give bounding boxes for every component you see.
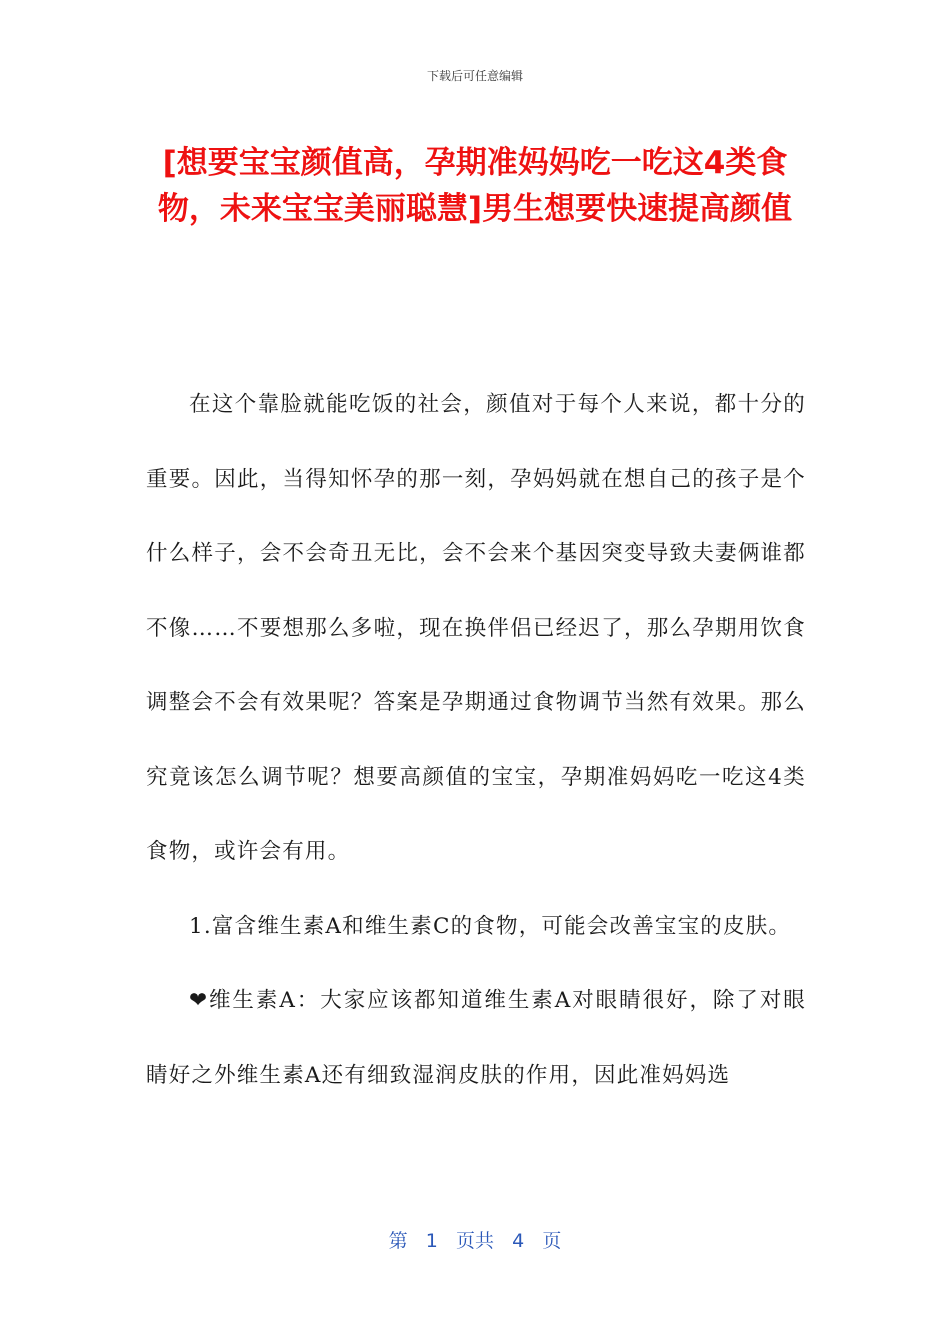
footer-page-suffix: 页 (542, 1230, 562, 1252)
footer-total-pages: 4 (512, 1230, 525, 1252)
paragraph-intro: 在这个靠脸就能吃饭的社会，颜值对于每个人来说，都十分的重要。因此，当得知怀孕的那一刻，孕妈妈就在想自己的孩子是个什么样子，会不会奇丑无比，会不会来个基因突变导致夫妻俩谁都不像……不要想那么多啦，现在换伴侣已经迟了，那么孕期用饮食调整会不会有效果呢？答案是孕期通过食物调节当然有效果。那么究竟该怎么调节呢？想要高颜值的宝宝，孕期准妈妈吃一吃这4类食物，或许会有用。 (146, 392, 806, 864)
page-footer (0, 1226, 950, 1253)
paragraph-vitamin-a: ❤维生素A：大家应该都知道维生素A对眼睛很好，除了对眼睛好之外维生素A还有细致湿润皮肤的作用，因此准妈妈选 (146, 988, 806, 1088)
document-body (146, 368, 806, 1113)
header-note: 下载后可任意编辑 (426, 69, 523, 83)
document-title: [想要宝宝颜值高，孕期准妈妈吃一吃这4类食物，未来宝宝美丽聪慧]男生想要快速提高颜值 (157, 145, 793, 227)
footer-page-middle: 页共 (455, 1230, 494, 1252)
paragraph-section-1: 1.富含维生素A和维生素C的食物，可能会改善宝宝的皮肤。 (189, 913, 792, 939)
footer-page-prefix: 第 (388, 1230, 408, 1252)
footer-current-page: 1 (425, 1230, 438, 1252)
